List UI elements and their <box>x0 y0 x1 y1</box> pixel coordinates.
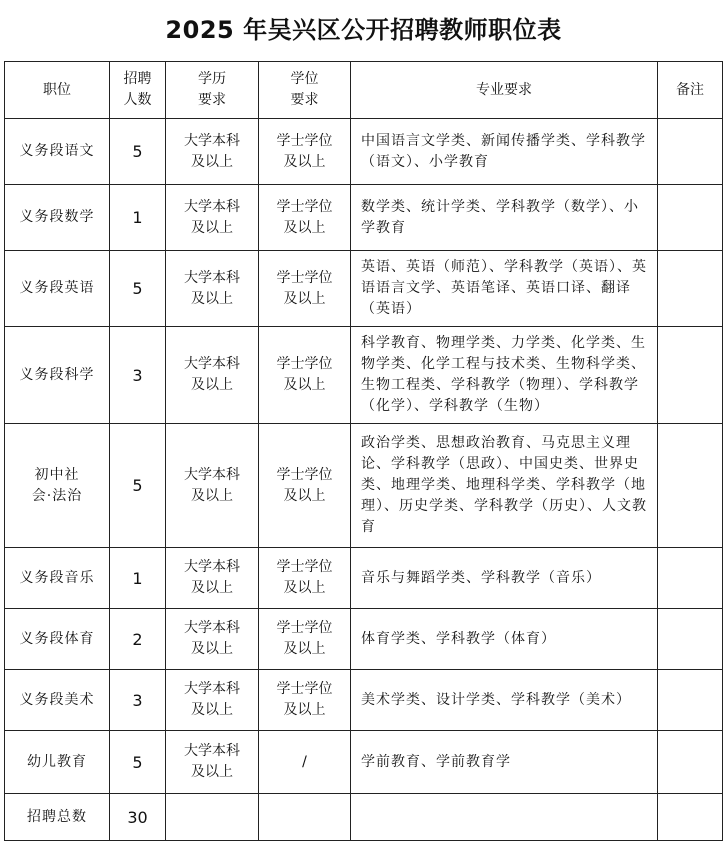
position-cell <box>5 327 110 424</box>
degree-line: 及以上 <box>283 377 326 393</box>
note-cell <box>658 119 723 185</box>
count-cell: 5 <box>110 731 166 794</box>
position-cell <box>5 548 110 609</box>
total-label: 招聘总数 <box>5 794 110 841</box>
major-cell: 政治学类、思想政治教育、马克思主义理论、学科教学（思政）、中国史类、世界史类、地理学类、地理科学类、学科教学（地理）、历史学类、学科教学（历史）、人文教育 <box>351 424 658 548</box>
education-line: 及以上 <box>191 153 233 170</box>
education-line: 及以上 <box>191 487 233 504</box>
count-cell: 2 <box>110 609 166 670</box>
degree-line: 学士学位 <box>276 132 333 149</box>
degree-line: 学士学位 <box>276 559 333 575</box>
degree-line: 及以上 <box>283 153 326 170</box>
total-empty-cell <box>658 794 723 841</box>
education-line: 大学本科 <box>184 269 240 286</box>
education-cell <box>166 548 259 609</box>
major-cell: 美术学类、设计学类、学科教学（美术） <box>351 670 658 731</box>
major-cell: 科学教育、物理学类、力学类、化学类、生物学类、化学工程与技术类、生物科学类、生物工程类、学科教学（物理）、学科教学（化学）、学科教学（生物） <box>351 327 658 424</box>
degree-line: 及以上 <box>283 702 326 718</box>
degree-cell <box>259 185 351 251</box>
education-line: 及以上 <box>191 641 233 657</box>
total-empty-cell <box>259 794 351 841</box>
note-cell <box>658 251 723 327</box>
count-cell: 1 <box>110 548 166 609</box>
degree-line: 及以上 <box>283 290 326 307</box>
table-row <box>5 251 723 327</box>
degree-cell <box>259 670 351 731</box>
count-cell: 5 <box>110 424 166 548</box>
education-line: 及以上 <box>191 764 233 780</box>
header-row <box>5 62 723 119</box>
degree-line: / <box>302 753 307 770</box>
header-degree <box>259 62 351 119</box>
count-cell: 3 <box>110 670 166 731</box>
major-cell: 中国语言文学类、新闻传播学类、学科教学（语文）、小学教育 <box>351 119 658 185</box>
position-line: 会·法治 <box>31 487 83 504</box>
header-education-line1: 学历 <box>198 71 226 87</box>
header-count-line1: 招聘 <box>123 71 152 87</box>
education-line: 大学本科 <box>184 198 240 215</box>
note-cell <box>658 327 723 424</box>
position-line: 义务段音乐 <box>19 569 95 586</box>
degree-line: 及以上 <box>283 487 326 504</box>
education-cell <box>166 424 259 548</box>
education-line: 及以上 <box>191 219 233 236</box>
degree-cell <box>259 731 351 794</box>
position-cell <box>5 731 110 794</box>
position-line: 义务段数学 <box>19 209 95 225</box>
education-cell <box>166 670 259 731</box>
education-line: 大学本科 <box>184 132 240 149</box>
degree-cell <box>259 609 351 670</box>
position-line: 义务段英语 <box>19 280 95 296</box>
degree-cell <box>259 548 351 609</box>
position-line: 义务段语文 <box>19 143 95 159</box>
table-row <box>5 670 723 731</box>
position-line: 义务段体育 <box>19 630 95 647</box>
page-title: 2025 年吴兴区公开招聘教师职位表 <box>165 16 562 44</box>
note-cell <box>658 731 723 794</box>
table-row <box>5 119 723 185</box>
count-cell: 5 <box>110 119 166 185</box>
major-cell: 体育学类、学科教学（体育） <box>351 609 658 670</box>
total-count: 30 <box>110 794 166 841</box>
count-cell: 5 <box>110 251 166 327</box>
note-cell <box>658 609 723 670</box>
note-cell <box>658 670 723 731</box>
degree-line: 学士学位 <box>276 356 333 372</box>
degree-line: 及以上 <box>283 219 326 236</box>
education-cell <box>166 251 259 327</box>
education-line: 及以上 <box>191 580 233 596</box>
education-line: 大学本科 <box>184 466 240 483</box>
position-line: 幼儿教育 <box>27 753 87 770</box>
education-line: 及以上 <box>191 377 233 393</box>
table-row <box>5 185 723 251</box>
education-cell <box>166 185 259 251</box>
count-cell: 1 <box>110 185 166 251</box>
header-degree-line2: 要求 <box>290 92 319 108</box>
education-line: 大学本科 <box>184 356 240 372</box>
note-cell <box>658 548 723 609</box>
header-position: 职位 <box>5 62 110 119</box>
position-line: 义务段美术 <box>19 691 95 708</box>
position-cell <box>5 119 110 185</box>
header-note: 备注 <box>658 62 723 119</box>
education-line: 大学本科 <box>184 620 240 636</box>
header-major: 专业要求 <box>351 62 658 119</box>
table-row <box>5 327 723 424</box>
table-row <box>5 548 723 609</box>
header-count-line2: 人数 <box>123 92 152 108</box>
degree-line: 学士学位 <box>276 466 333 483</box>
degree-line: 学士学位 <box>276 681 333 697</box>
degree-cell <box>259 251 351 327</box>
education-line: 大学本科 <box>184 743 240 759</box>
major-cell: 音乐与舞蹈学类、学科教学（音乐） <box>351 548 658 609</box>
table-row <box>5 424 723 548</box>
major-cell: 英语、英语（师范）、学科教学（英语）、英语语言文学、英语笔译、英语口译、翻译（英语） <box>351 251 658 327</box>
degree-line: 学士学位 <box>276 620 333 636</box>
position-cell <box>5 251 110 327</box>
total-row <box>5 794 723 841</box>
degree-cell <box>259 424 351 548</box>
position-cell <box>5 424 110 548</box>
total-empty-cell <box>351 794 658 841</box>
header-count <box>110 62 166 119</box>
degree-line: 学士学位 <box>276 269 333 286</box>
education-cell <box>166 119 259 185</box>
note-cell <box>658 424 723 548</box>
position-line: 初中社 <box>34 466 80 483</box>
header-degree-line1: 学位 <box>290 71 319 87</box>
degree-cell <box>259 119 351 185</box>
education-line: 大学本科 <box>184 559 240 575</box>
education-cell <box>166 731 259 794</box>
header-education-line2: 要求 <box>198 92 226 108</box>
education-line: 及以上 <box>191 702 233 718</box>
table-row <box>5 731 723 794</box>
position-cell <box>5 670 110 731</box>
degree-line: 学士学位 <box>276 198 333 215</box>
note-cell <box>658 185 723 251</box>
education-cell <box>166 327 259 424</box>
degree-cell <box>259 327 351 424</box>
degree-line: 及以上 <box>283 580 326 596</box>
position-cell <box>5 185 110 251</box>
position-cell <box>5 609 110 670</box>
position-line: 义务段科学 <box>19 366 95 383</box>
table-row <box>5 609 723 670</box>
education-line: 及以上 <box>191 290 233 307</box>
education-cell <box>166 609 259 670</box>
degree-line: 及以上 <box>283 641 326 657</box>
count-cell: 3 <box>110 327 166 424</box>
total-empty-cell <box>166 794 259 841</box>
header-education <box>166 62 259 119</box>
major-cell: 学前教育、学前教育学 <box>351 731 658 794</box>
positions-table <box>4 61 723 841</box>
education-line: 大学本科 <box>184 681 240 697</box>
major-cell: 数学类、统计学类、学科教学（数学）、小学教育 <box>351 185 658 251</box>
